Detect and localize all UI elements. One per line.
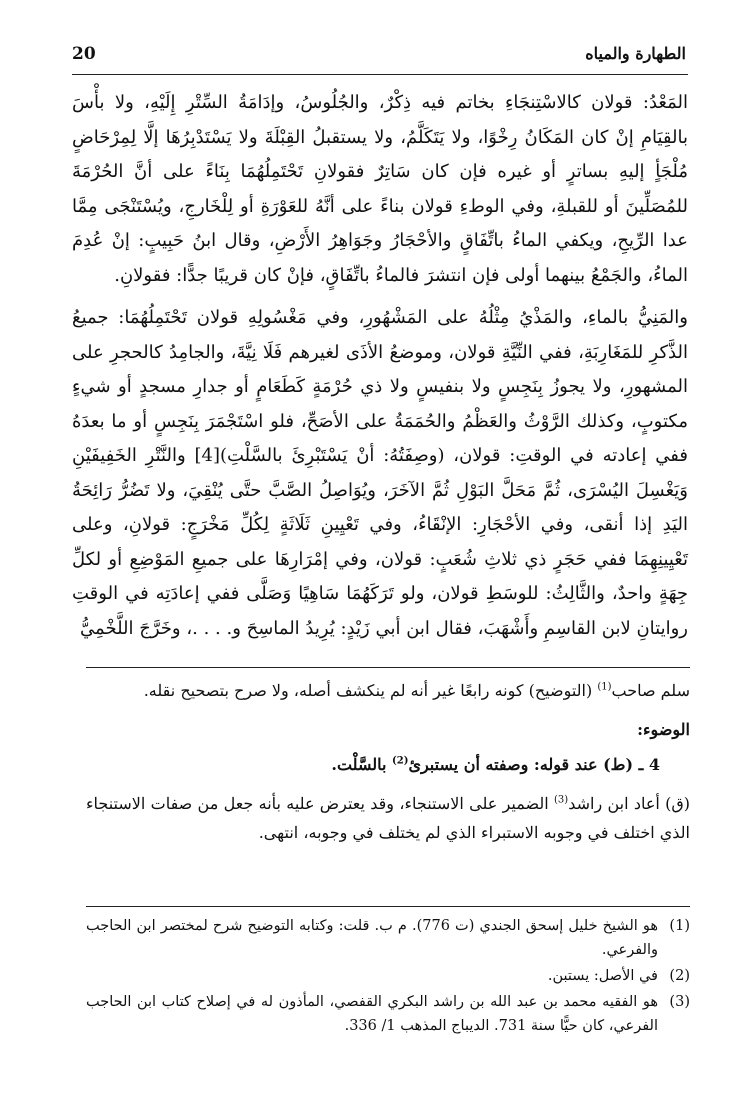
footnote-text: هو الفقيه محمد بن عبد الله بن راشد البكري القفصي، المأذون له في إصلاح كتاب ابن الحاجب الفرعي، كان حيًّا سنة 731. الديباج المذهب 1/ 336. [86,994,658,1034]
footnote-3 [86,990,690,1038]
footnote-number: (3) [669,994,690,1010]
commentary-notes [86,676,690,847]
running-title: الطهارة والمياه [585,44,686,63]
footnotes [86,914,690,1040]
page-number: 20 [72,44,96,64]
footnote-number: (1) [669,918,690,934]
commentary-line-1: سلم صاحب$^{(1)}$ (التوضيح) كونه رابعًا غير أنه لم ينكشف أصله، ولا صرح بتصحيح نقله. [143,681,690,700]
footnote-number: (2) [669,968,690,984]
footnote-text: في الأصل: يستبن. [547,968,658,984]
footnote-ref-1: (1) [597,681,612,693]
footnote-1 [86,914,690,962]
header-rule [72,74,688,75]
footnote-text: هو الشيخ خليل إسحق الجندي (ت 776). م ب. قلت: وكتابه التوضيح شرح لمختصر ابن الحاجب والفرعي. [86,918,658,958]
main-paragraph-1: المَعْدُ: قولان كالاسْتِنجَاءِ بخاتم فيه ذِكْرٌ، والجُلُوسُ، وإدَامَةُ السِّتْرِ إِلَيْهِ، ولا بأْسَ بالقِيَامِ إنْ كان المَكَانُ رِخْوًا، ولا يَتَكَلَّمُ، ولا يستقبلُ القِبْلَةَ ولا يَسْتَدْبِرُهَا إلَّا لِمِرْحَاضٍ مُلْجَأٍ إليهِ بساترٍ أو غيره فإن كان سَاتِرٌ فقولانِ تَحْتَمِلُهُمَا بِنَاءً على أنَّ الحُرْمَةَ للمُصَلِّينَ أو للقبلةِ، وفي الوطءِ قولان بناءً على أنَّهُ للعَوْرَةِ أو لِلْخَارجِ، ويُسْتَنْجَى مِمَّا عدا الرِّيحِ، ويكفي الماءُ باتِّفَاقٍ والأحْجَارُ وجَوَاهِرُ الأَرْضِ، وقال ابنُ حَبِيبٍ: إنْ عُدِمَ الماءُ، والجَمْعُ بينهما أولى فإن انتشرَ فالماءُ باتِّفَاقٍ، فإنْ كان قريبًا جدًّا: فقولانِ. [72,92,688,286]
footnote-2 [86,964,690,988]
notes-separator [86,667,690,668]
main-text [72,86,688,646]
note-4: 4 ـ (ط) عند قوله: وصفته أن يستبرئ$^{(2)}$ بالسَّلْت. [331,755,660,774]
footnote-ref-2: (2) [392,755,409,767]
main-paragraph-2: والمَنِيُّ بالماءِ، والمَذْيُ مِثْلُهُ على المَشْهُورِ، وفي مَغْسُولِهِ قولان تَحْتَمِلُهُمَا: جميعُ الذَّكرِ للمَغَارِبَةِ، ففي النِّيَّةِ قولان، وموضعُ الأذَى لغيرهم فَلَا نِيَّةَ، والجامِدُ كالحجرِ على المشهورِ، ولا يجوزُ بِنَجِسٍ ولا بنفيسٍ ولا ذي حُرْمَةٍ كَطَعَامٍ أو جدارِ مسجدٍ أو شيءٍ مكتوبٍ، وكذلك الرَّوْثُ والعَظْمُ والحُمَمَةُ على الأصَحِّ، فلو اسْتَجْمَرَ بِنَجِسٍ أو ما بعدَهُ ففي إعادته في الوقتِ: قولان، (وصِفَتُهُ: أنْ يَسْتَبْرِئَ بالسَّلْتِ)[4] والنَّتْرِ الخَفِيفَيْنِ وَيَغْسِلَ اليُسْرَى، ثُمَّ مَحَلَّ البَوْلِ ثُمَّ الآخَرَ، ويُوَاصِلُ الصَّبَّ حتَّى يُنْقِيَ، ولا تَضُرُّ رَائِحَةُ اليَدِ إذا أنقى، وفي الأحْجَارِ: الإنْقَاءُ، وفي تَعْيِينِ ثَلَاثَةٍ لِكُلِّ مَخْرَجٍ: قولانِ، وعلى تَعْيِينِهِمَا ففي حَجَرٍ ذي ثلاثِ شُعَبٍ: قولان، وفي إمْرَارِهَا على جميعِ المَوْضِعِ أو لكلِّ جِهَةٍ واحدٌ، والثَّالِثُ: للوسَطِ قولان، ولو تَرَكَهُمَا سَاهِيًا وَصَلَّى ففي إعادَتِه في الوقتِ روايتانِ لابن القاسِمِ وأَشْهَبَ، فقال ابن أبي زَيْدٍ: يُرِيدُ الماسِحَ و. . . .، وخَرَّجَ اللَّخْمِيُّ [72,307,688,639]
section-heading: الوضوء: [637,720,690,739]
note-q: (ق) أعاد ابن راشد$^{(3)}$ الضمير على الاستنجاء، وقد يعترض عليه بأنه جعل من صفات الاستنجاء الذي اختلف في وجوبه الاستبراء الذي لم يختلف في وجوبه، انتهى. [86,794,690,842]
footnote-ref-3: (3) [554,794,569,806]
page-header [72,44,686,74]
footnotes-separator [86,906,690,907]
